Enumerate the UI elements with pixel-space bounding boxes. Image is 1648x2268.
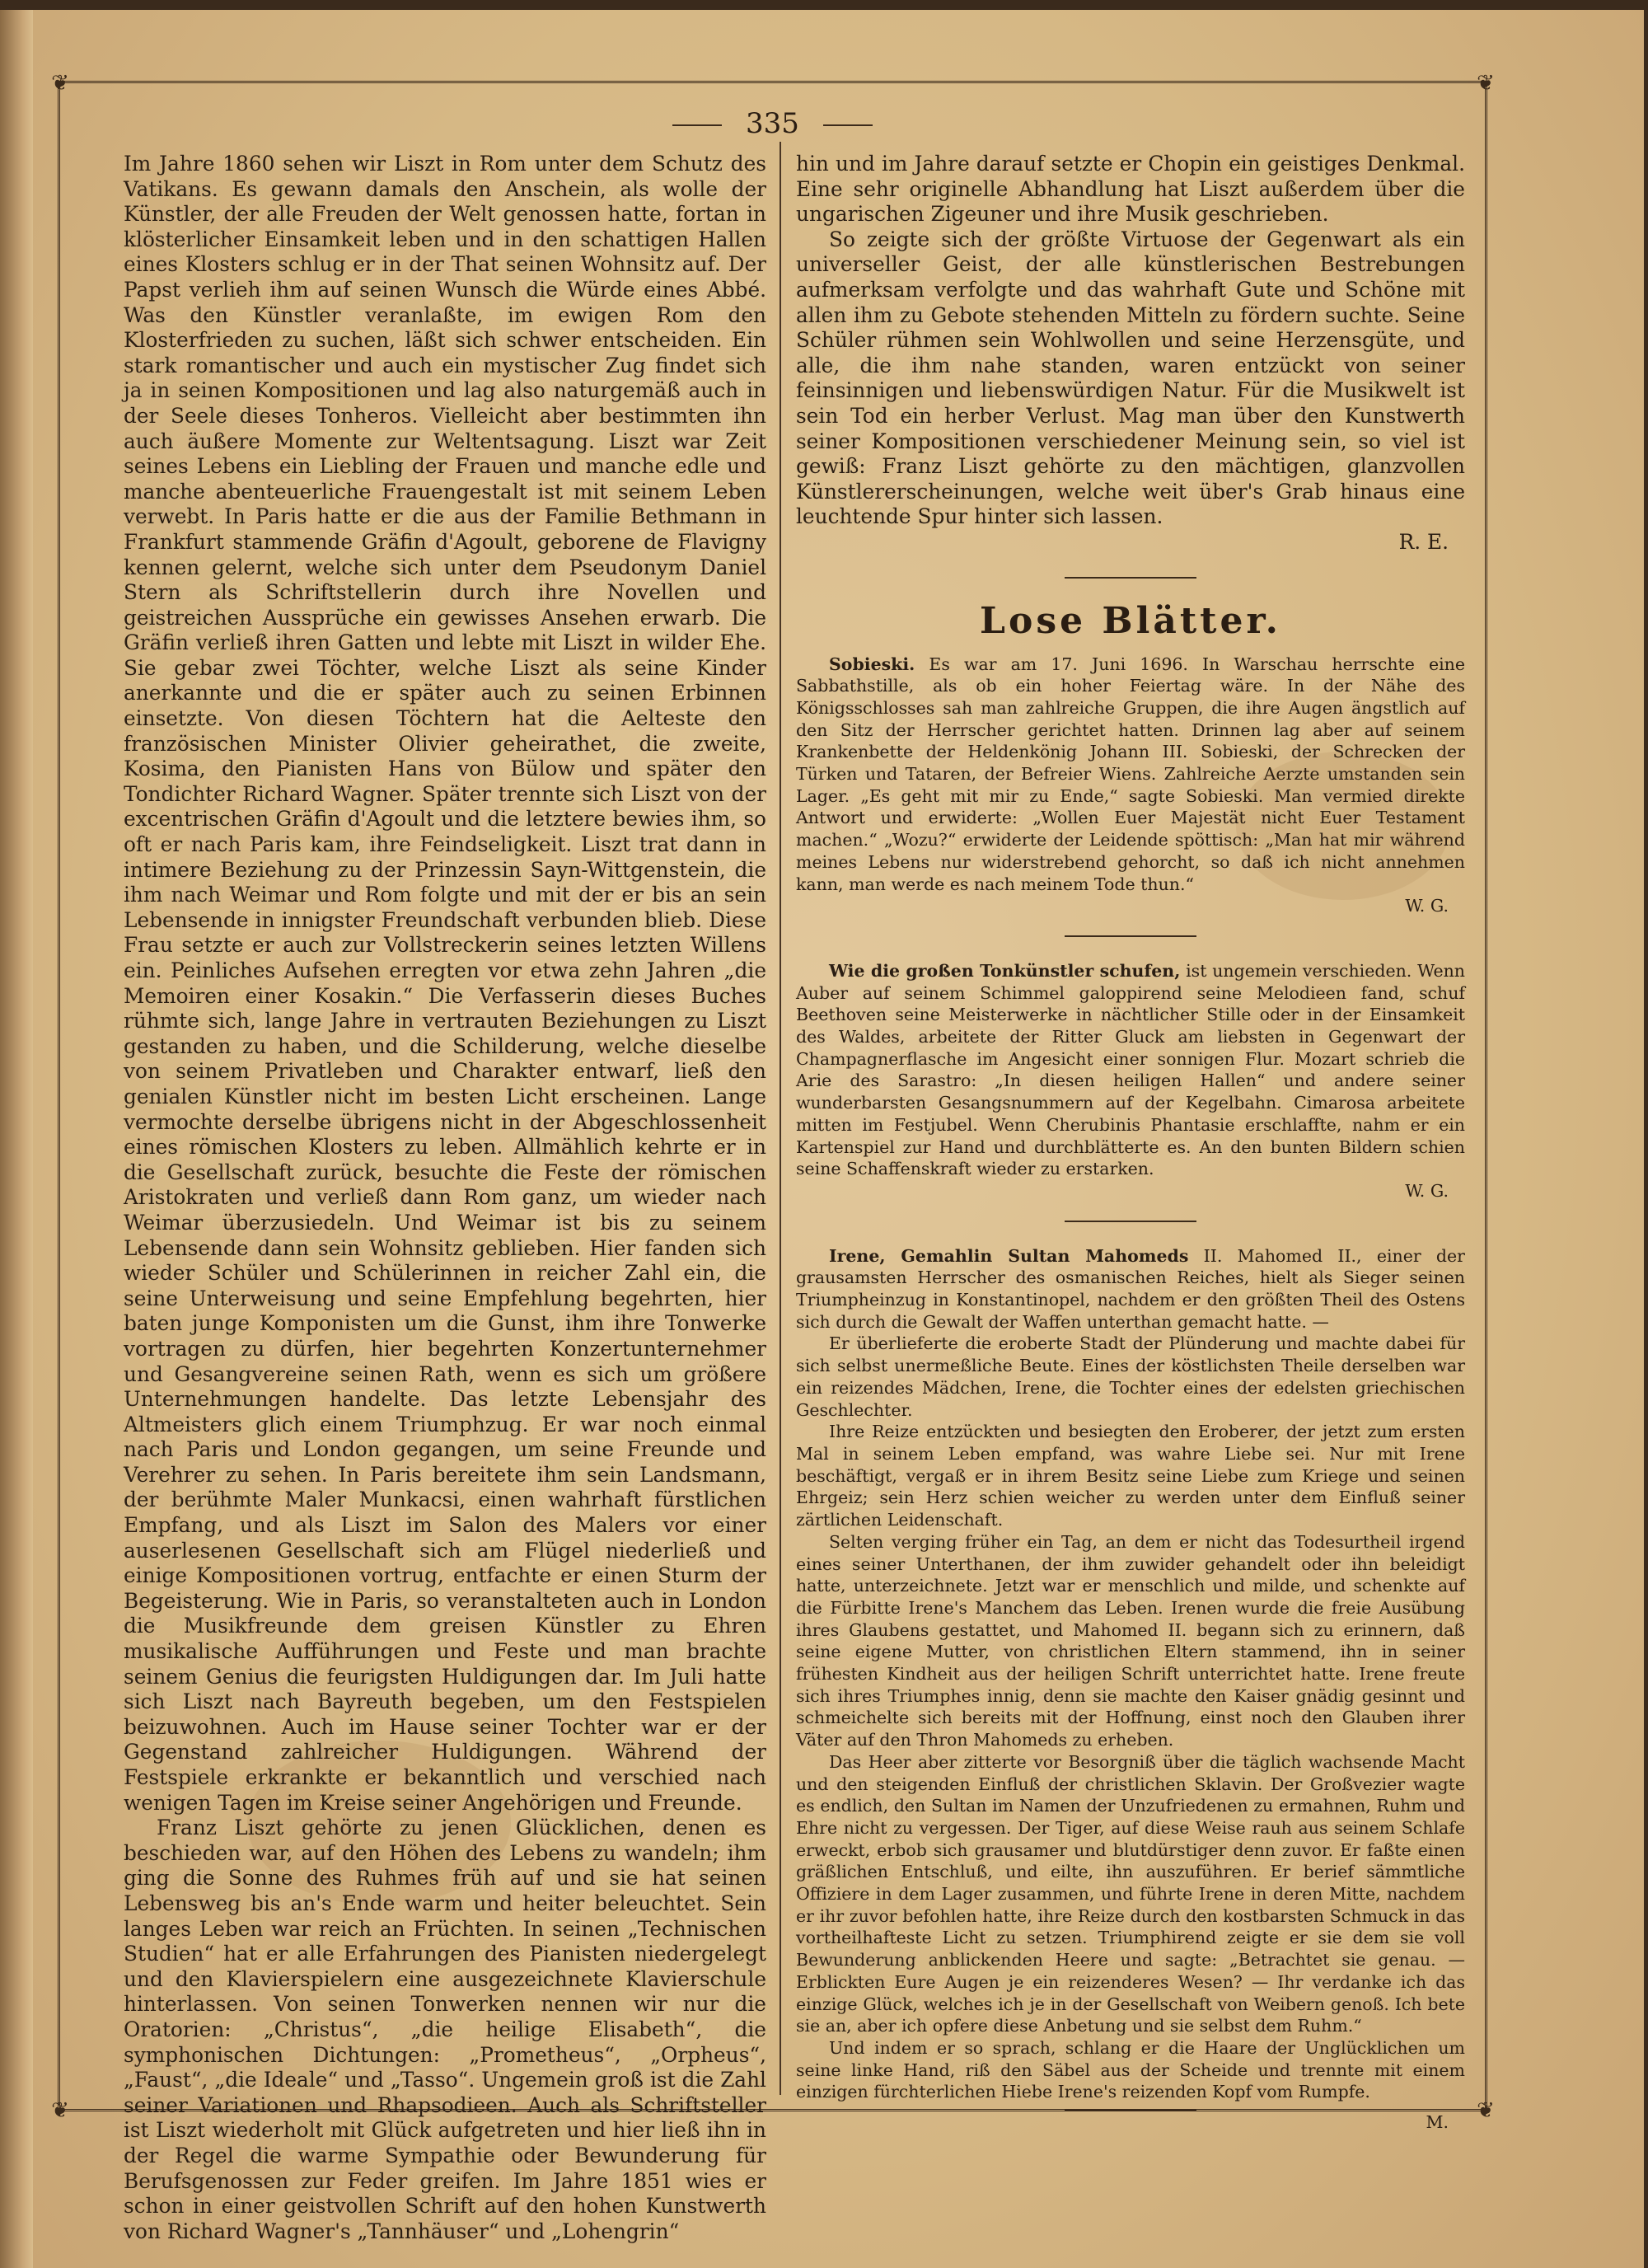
- signature: R. E.: [1398, 529, 1449, 554]
- paragraph: Selten verging früher ein Tag, an dem er nicht das Todesurtheil irgend eines seiner Unterthanen, der ihm zuwider gehandelt oder ihn beleidigt hatte, unterzeichnete. Jetzt war er menschlich und milde, und schenkte auf die Fürbitte Irene's Manchem das Leben. Irenen wurde die freie Ausübung ihres Glaubens gestattet, und Mahomed II. begann sich zu erinnern, daß seine eigene Mutter, von christlichen Eltern stammend, ihn in seiner frühesten Kindheit aus der heiligen Schrift unterrichtet hatte. Irene freute sich ihres Triumphes innig, denn sie machte den Kaiser gnädig gesinnt und schmeichelte sich bereits mit der Hoffnung, einst noch den Glauben ihrer Väter auf den Thron Mahomeds zu erheben.: [796, 1531, 1465, 1750]
- paragraph: Und indem er so sprach, schlang er die Haare der Unglücklichen um seine linke Hand, riß den Säbel aus der Scheide und trennte mit einem einzigen fürchterlichen Hiebe Irene's reizenden Kopf vom Rumpfe.: [796, 2037, 1465, 2102]
- page-number: 335: [746, 107, 799, 140]
- paragraph: So zeigte sich der größte Virtuose der Gegenwart als ein universeller Geist, der alle künstlerischen Bestrebungen aufmerksam verfolgte und das wahrhaft Gute und Schöne mit allen ihm zu Gebote stehenden Mitteln zu fördern suchte. Seine Schüler rühmen sein Wohlwollen und seine Herzensgüte, und alle, die ihm nahe standen, waren entzückt von seiner feinsinnigen und liebenswürdigen Natur. Für die Musikwelt ist sein Tod ein herber Verlust. Mag man über den Kunstwerth seiner Kompositionen verschiedener Meinung sein, so viel ist gewiß: Franz Liszt gehörte zu den mächtigen, glanzvollen Künstlererscheinungen, welche weit über's Grab hinaus eine leuchtende Spur hinter sich lassen.: [796, 227, 1465, 529]
- article-lead: Wie die großen Tonkünstler schufen,: [829, 960, 1181, 981]
- paragraph: Franz Liszt gehörte zu jenen Glücklichen, denen es beschieden war, auf den Höhen des Lebens zu wandeln; ihm ging die Sonne des Ruhmes früh auf und sie hat seinen Lebensweg bis an's Ende warm und heiter beleuchtet. Sein langes Leben war reich an Früchten. In seinen „Technischen Studien“ hat er alle Erfahrungen des Pianisten niedergelegt und den Klavierspielern eine ausgezeichnete Klavierschule hinterlassen. Von seinen Tonwerken nennen wir nur die Oratorien: „Christus“, „die heilige Elisabeth“, die symphonischen Dichtungen: „Prometheus“, „Orpheus“, „Faust“, „die Ideale“ und „Tasso“. Ungemein groß ist die Zahl seiner Variationen und Rhapsodieen. Auch als Schriftsteller ist Liszt wiederholt mit Glück aufgetreten und hier ließ ihn in der Regel die warme Sympathie oder Bewunderung für Berufsgenossen zur Feder greifen. Im Jahre 1851 wies er schon in einer geistvollen Schrift auf den hohen Kunstwerth von Richard Wagner's „Tannhäuser“ und „Lohengrin“: [124, 1816, 766, 2243]
- article-lead: Sobieski.: [829, 654, 915, 674]
- article-tonkuenstler: [796, 960, 1465, 1202]
- corner-ornament-icon: ❦: [51, 71, 69, 96]
- paragraph: Er überlieferte die eroberte Stadt der Plünderung und machte dabei für sich selbst unermeßliche Beute. Eines der köstlichsten Theile derselben war ein reizendes Mädchen, Irene, die Tochter eines der edelsten griechischen Geschlechter.: [796, 1333, 1465, 1420]
- paragraph: Ihre Reize entzückten und besiegten den Eroberer, der jetzt zum ersten Mal in seinem Leben empfand, was wahre Liebe sei. Nur mit Irene beschäftigt, vergaß er in ihrem Besitz seine Liebe zum Kriege und seinen Ehrgeiz; sein Herz schien weicher zu werden unter dem Einfluß seiner zärtlichen Leidenschaft.: [796, 1422, 1465, 1530]
- article-lead: Irene, Gemahlin Sultan Mahomeds: [829, 1245, 1189, 1266]
- header-ornament-icon: [823, 124, 873, 126]
- paragraph: Im Jahre 1860 sehen wir Liszt in Rom unter dem Schutz des Vatikans. Es gewann damals den Anschein, als wolle der Künstler, der alle Freuden der Welt genossen hatte, fortan in klösterlicher Einsamkeit leben und in den schattigen Hallen eines Klosters schlug er in der That seinen Wohnsitz auf. Der Papst verlieh ihm auf seinen Wunsch die Würde eines Abbé. Was den Künstler veranlaßte, im ewigen Rom den Klosterfrieden zu suchen, läßt sich schwer entscheiden. Ein stark romantischer und auch ein mystischer Zug findet sich ja in seinen Kompositionen und lag also naturgemäß auch in der Seele dieses Tonheros. Vielleicht aber bestimmten ihn auch äußere Momente zur Weltentsagung. Liszt war Zeit seines Lebens ein Liebling der Frauen und manche edle und manche abenteuerliche Frauengestalt ist mit seinem Leben verwebt. In Paris hatte er die aus der Familie Bethmann in Frankfurt stammende Gräfin d'Agoult, geborene de Flavigny kennen gelernt, welche sich unter dem Pseudonym Daniel Stern als Schriftstellerin durch ihre Novellen und geistreichen Aussprüche ein gewisses Ansehen erwarb. Die Gräfin verließ ihren Gatten und lebte mit Liszt in wilder Ehe. Sie gebar zwei Töchter, welche Liszt als seine Kinder anerkannte und die er später auch zu seinen Erbinnen einsetzte. Von diesen Töchtern hat die Aelteste den französischen Minister Olivier geheirathet, die zweite, Kosima, den Pianisten Hans von Bülow und später den Tondichter Richard Wagner. Später trennte sich Liszt von der excentrischen Gräfin d'Agoult und die letztere bewies ihm, so oft er nach Paris kam, ihre Feindseligkeit. Liszt trat dann in intimere Beziehung zu der Prinzessin Sayn-Wittgenstein, die ihm nach Weimar und Rom folgte und mit der er bis an sein Lebensende in innigster Freundschaft verbunden blieb. Diese Frau setzte er auch zur Vollstreckerin seines letzten Willens ein. Peinliches Aufsehen erregten vor etwa zehn Jahren „die Memoiren einer Kosakin.“ Die Verfasserin dieses Buches rühmte sich, lange Jahre in vertrauten Beziehungen zu Liszt gestanden zu haben, und die Schilderung, welche dieselbe von seinem Privatleben und Charakter entwarf, ließ den genialen Künstler nicht im besten Licht erscheinen. Lange vermochte derselbe übrigens nicht in der Abgeschlossenheit eines römischen Klosters zu leben. Allmählich kehrte er in die Gesellschaft zurück, besuchte die Feste der römischen Aristokraten und verließ dann Rom ganz, um wieder nach Weimar überzusiedeln. Und Weimar ist bis zu seinem Lebensende dann sein Wohnsitz geblieben. Hier fanden sich wieder Schüler und Schülerinnen in reicher Zahl ein, die seine Unterweisung und seine Empfehlung begehrten, hier baten junge Komponisten um die Gunst, ihm ihre Tonwerke vortragen zu dürfen, hier begehrten Konzertunternehmer und Gesangvereine seinen Rath, wenn es sich um größere Unternehmungen handelte. Das letzte Lebensjahr des Altmeisters glich einem Triumphzug. Er war noch einmal nach Paris und London gegangen, um seine Freunde und Verehrer zu sehen. In Paris bereitete ihm sein Landsmann, der berühmte Maler Munkacsi, einen wahrhaft fürstlichen Empfang, und als Liszt im Salon des Malers vor einer auserlesenen Gesellschaft sich am Flügel niederließ und einige Kompositionen vortrug, entfachte er einen Sturm der Begeisterung. Wie in Paris, so veranstalteten auch in London die Musikfreunde dem greisen Künstler zu Ehren musikalische Aufführungen und Feste und man brachte seinem Genius die feurigsten Huldigungen dar. Im Juli hatte sich Liszt nach Bayreuth begeben, um den Festspielen beizuwohnen. Auch im Hause seiner Tochter war er der Gegenstand zahlreicher Huldigungen. Während der Festspiele erkrankte er bekanntlich und verschied nach wenigen Tagen im Kreise seiner Angehörigen und Freunde.: [124, 152, 766, 1815]
- signature: M.: [1426, 2112, 1449, 2133]
- paragraph: hin und im Jahre darauf setzte er Chopin ein geistiges Denkmal. Eine sehr originelle Abhandlung hat Liszt außerdem über die ungarischen Zigeuner und ihre Musik geschrieben.: [796, 152, 1465, 227]
- column-divider: [780, 142, 781, 2095]
- section-title: Lose Blätter.: [980, 599, 1281, 642]
- page-header: [58, 107, 1487, 140]
- signature: W. G.: [1405, 896, 1449, 916]
- signature: W. G.: [1405, 1180, 1449, 1201]
- article-sobieski: [796, 654, 1465, 917]
- corner-ornament-icon: ❦: [1477, 2098, 1495, 2123]
- right-column: [796, 152, 1465, 2134]
- corner-ornament-icon: ❦: [51, 2098, 69, 2123]
- header-ornament-icon: [672, 124, 722, 126]
- book-spine: [0, 10, 33, 2268]
- article-continuation: [796, 152, 1465, 555]
- article-text: ist ungemein verschieden. Wenn Auber auf seinem Schimmel galoppirend seine Melodieen fand, schuf Beethoven seine Meisterwerke in nächtlicher Stille oder in der Einsamkeit des Waldes, arbeitete der Ritter Gluck am liebsten in Gegenwart der Champagnerflasche im Angesicht einer sonnigen Flur. Mozart schrieb die Arie des Sarastro: „In diesen heiligen Hallen“ und andere seiner wunderbarsten Gesangsnummern auf der Kegelbahn. Cimarosa arbeitete mitten im Festjubel. Wenn Cherubinis Phantasie erschlaffte, nahm er ein Kartenspiel zur Hand und durchblätterte es. An den bunten Bildern schien seine Schaffenskraft wieder zu erstarken.: [796, 960, 1466, 1179]
- corner-ornament-icon: ❦: [1477, 71, 1495, 96]
- left-column: [124, 152, 766, 2244]
- divider: [1065, 577, 1196, 579]
- paragraph: Das Heer aber zitterte vor Besorgniß über die täglich wachsende Macht und den steigenden Einfluß der christlichen Sklavin. Der Großvezier wagte es endlich, den Sultan im Namen der Unzufriedenen zu ermahnen, Ruhm und Ehre nicht zu vergessen. Der Tiger, auf diese Weise rauh aus seinem Schlafe erweckt, erbob sich grausamer und blutdürstiger denn zuvor. Er faßte einen gräßlichen Entschluß, und eilte, ihn auszuführen. Er berief sämmtliche Offiziere in dem Lager zusammen, und führte Irene in deren Mitte, nachdem er ihr zuvor befohlen hatte, ihre Reize durch den kostbarsten Schmuck in das vortheilhafteste Licht zu setzen. Triumphirend zeigte er sie dem sie voll Bewunderung anblickenden Heere und sagte: „Betrachtet sie genau. — Erblickten Eure Augen je ein reizenderes Wesen? — Ihr verdanke ich das einzige Glück, welches ich je in der Gesellschaft von Weibern genoß. Ich bete sie an, aber ich opfere diese Anbetung und sie selbst dem Ruhm.“: [796, 1751, 1465, 2036]
- article-text: II. Mahomed II., einer der grausamsten Herrscher des osmanischen Reiches, hielt als Sieger seinen Triumpheinzug in Konstantinopel, nachdem er den größten Theil des Ostens sich durch die Gewalt der Waffen unterthan gemacht hatte. —: [796, 1245, 1465, 1332]
- article-irene: [796, 1245, 1465, 2134]
- article-text: Es war am 17. Juni 1696. In Warschau herrschte eine Sabbathstille, als ob ein hoher Feiertag wäre. In der Nähe des Königsschlosses sah man zahlreiche Gruppen, die ihre Augen ängstlich auf den Sitz der Herrscher gerichtet hatten. Drinnen lag aber auf seinem Krankenbette der Heldenkönig Johann III. Sobieski, der Schrecken der Türken und Tataren, der Befreier Wiens. Zahlreiche Aerzte umstanden sein Lager. „Es geht mit mir zu Ende,“ sagte Sobieski. Man vermied direkte Antwort und erwiderte: „Wollen Euer Majestät nicht Euer Testament machen.“ „Wozu?“ erwiderte der Leidende spöttisch: „Man hat mir während meines Lebens nur widerstrebend gehorcht, so daß ich nicht annehmen kann, man werde es nach meinem Tode thun.“: [796, 654, 1465, 894]
- newspaper-page: [0, 10, 1644, 2268]
